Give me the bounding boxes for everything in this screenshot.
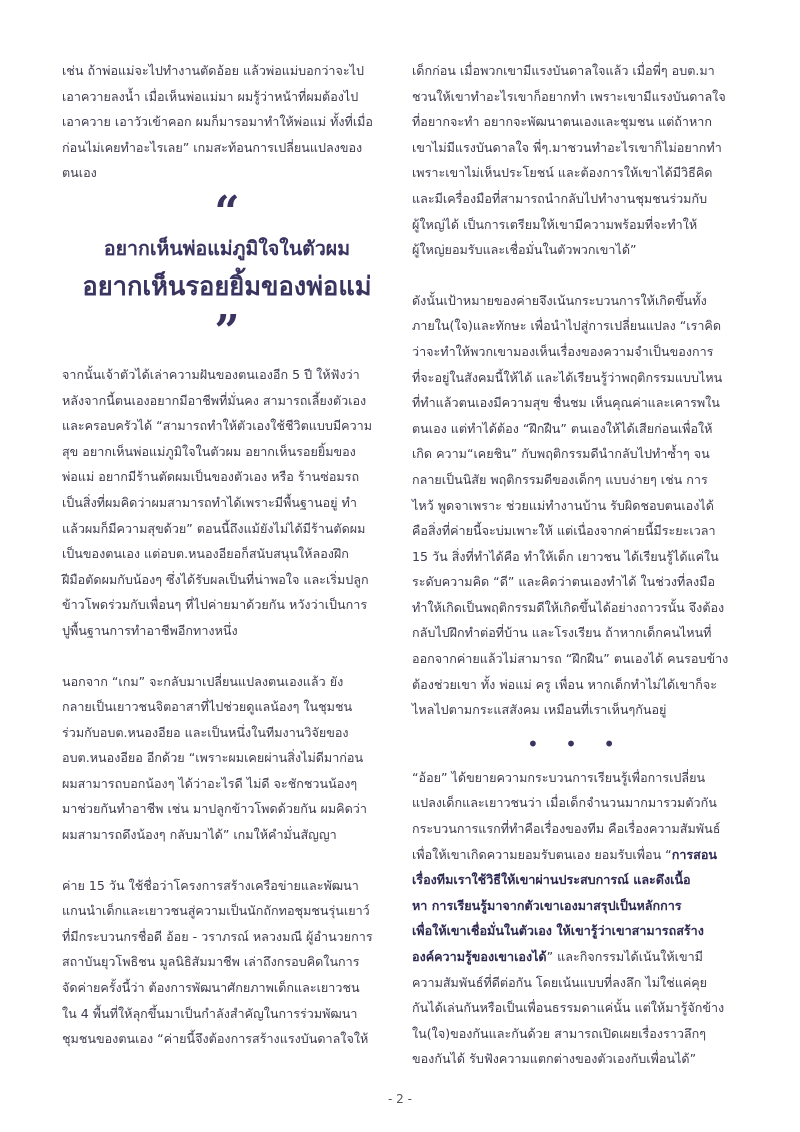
bold-text-run: องค์ความรู้ของเขาเองได้ — [412, 949, 547, 964]
paragraph-left-2 — [62, 362, 392, 644]
text-line: ดังนั้นเป้าหมายของค่ายจึงเน้นกระบวนการให้เกิดขึ้นทั้ง — [412, 292, 707, 308]
text-line: ระดับความคิด “ดี” และคิดว่าตนเองทำได้ ในช่วงที่ลงมือ — [412, 574, 716, 590]
text-line: ทำให้เกิดเป็นพฤติกรรมดีให้เกิดขึ้นได้อย่างถาวรนั้น จึงต้อง — [412, 599, 725, 615]
text-line: เป็นของตนเอง แต่อบต.หนองอียอก็สนับสนุนให้ลองฝึก — [62, 546, 349, 562]
paragraph-right-1 — [412, 58, 740, 263]
text-line: ที่อยากจะทำ อยากจะพัฒนาตนเองและชุมชน แต่ถ้าหาก — [412, 114, 713, 130]
text-line: ค่าย 15 วัน ใช้ชื่อว่าโครงการสร้างเครือข่ายและพัฒนา — [62, 877, 359, 893]
text-line: กันได้เล่นกันหรือเป็นเพื่อนธรรมดาแค่นั้น แต่ให้มารู้จักข้าง — [412, 1000, 725, 1016]
text-line: ไหลไปตามกระแสสังคม เหมือนที่เราเห็นๆกันอยู่ — [412, 702, 667, 718]
text-line: ผมสามารถดึงน้องๆ กลับมาได้” เกมให้คำมั่นสัญญา — [62, 827, 337, 843]
text-line: ภายใน(ใจ)และทักษะ เพื่อนำไปสู่การเปลี่ยนแปลง “เราคิด — [412, 318, 722, 334]
text-line: ว่าจะทำให้พวกเขามองเห็นเรื่องของความจำเป็นของการ — [412, 343, 714, 359]
text-line: สุข อยากเห็นพ่อแม่ภูมิใจในตัวผม อยากเห็นรอยยิ้มของ — [62, 443, 356, 459]
text-line: กลายเป็นเยาวชนจิตอาสาที่ไปช่วยดูแลน้องๆ ในชุมชน — [62, 699, 353, 715]
text-line: แปลงเด็กและเยาวชนว่า เมื่อเด็กจำนวนมากมารวมตัวกัน — [412, 795, 717, 811]
text-line: เกิด ความ“เคยชิน” กับพฤติกรรมดีนำกลับไปทำซ้ำๆ จน — [412, 446, 710, 462]
text-line: ผมสามารถบอกน้องๆ ได้ว่าอะไรดี ไม่ดี จะชักชวนน้องๆ — [62, 775, 358, 791]
text-line: ชุมชนของตนเอง “ค่ายนี้จึงต้องการสร้างแรงบันดาลใจให้ — [62, 1031, 369, 1047]
text-line: คือสิ่งที่ค่ายนี้จะบ่มเพาะให้ แต่เนื่องจากค่ายนี้มีระยะเวลา — [412, 523, 716, 539]
paragraph-right-3 — [412, 765, 740, 1072]
text-line: ของกันได้ รับฟังความแตกต่างของตัวเองกับเพื่อนได้” — [412, 1051, 697, 1067]
pull-quote-line-1: อยากเห็นพ่อแม่ภูมิใจในตัวผม — [103, 236, 351, 260]
pull-quote-line-2: อยากเห็นรอยยิ้มของพ่อแม่ — [82, 271, 372, 302]
text-line: กลับไปฝึกทำต่อที่บ้าน และโรงเรียน ถ้าหากเด็กคนไหนที่ — [412, 625, 712, 641]
text-line: เช่น ถ้าพ่อแม่จะไปทำงานตัดอ้อย แล้วพ่อแม่บอกว่าจะไป — [62, 63, 364, 78]
text-line: ก่อนไม่เคยทำอะไรเลย” เกมสะท้อนการเปลี่ยนแปลงของ — [62, 139, 363, 155]
text-line: ฝีมือตัดผมกับน้องๆ ซึ่งได้รับผลเป็นที่น่าพอใจ และเริ่มปลูก — [62, 571, 369, 587]
text-line: นอกจาก “เกม” จะกลับมาเปลี่ยนแปลงตนเองแล้ว ยัง — [62, 673, 344, 689]
pull-quote — [62, 186, 392, 357]
open-quote-mark: “ — [214, 186, 240, 238]
text-line: ใน(ใจ)ของกันและกันด้วย สามารถเปิดเผยเรื่องราวลึกๆ — [412, 1025, 706, 1041]
text-line: และครอบครัวได้ “สามารถทำให้ตัวเองใช้ชีวิตแบบมีความ — [62, 418, 373, 434]
paragraph-gap — [62, 644, 392, 669]
text-line: ใน 4 พื้นที่ให้ลุกขึ้นมาเป็นกำลังสำคัญในการร่วมพัฒนา — [62, 1005, 358, 1021]
text-line: ผู้ใหญ่ยอมรับและเชื่อมั่นในตัวพวกเขาได้” — [412, 242, 637, 258]
bold-text-line: หา การเรียนรู้มาจากตัวเขาเองมาสรุปเป็นหลักการ — [412, 897, 682, 913]
text-line: ร่วมกับอบต.หนองอียอ และเป็นหนึ่งในทีมงานวิจัยของ — [62, 724, 349, 740]
paragraph-left-1 — [62, 58, 392, 186]
bold-text-run: การสอน — [671, 846, 718, 862]
text-line: กลายเป็นนิสัย พฤติกรรมดีของเด็กๆ แบบง่ายๆ เช่น การ — [412, 471, 708, 487]
bold-text-line: เรื่องทีมเราใช้วิธีให้เขาผ่านประสบการณ์ และดึงเนื้อ — [412, 872, 691, 888]
text-line: พ่อแม่ อยากมีร้านตัดผมเป็นของตัวเอง หรือ ร้านซ่อมรถ — [62, 469, 360, 485]
bold-text-line: เพื่อให้เขาเชื่อมั่นในตัวเอง ให้เขารู้ว่าเขาสามารถสร้าง — [412, 923, 704, 939]
text-line: เด็กก่อน เมื่อพวกเขามีแรงบันดาลใจแล้ว เมื่อพี่ๆ อบต.มา — [412, 63, 715, 78]
text-line: ความสัมพันธ์ที่ดีต่อกัน โดยเน้นแบบที่ลงลึก ไม่ใช่แค่คุย — [412, 974, 708, 990]
text-line: จัดค่ายครั้งนี้ว่า ต้องการพัฒนาศักยภาพเด็กและเยาวชน — [62, 980, 360, 996]
text-line: ออกจากค่ายแล้วไม่สามารถ “ฝึกฝืน” ตนเองได้ คนรอบข้าง — [412, 651, 729, 667]
text-run: เพื่อให้เขาเกิดความยอมรับตนเอง ยอมรับเพื่อน “ — [412, 846, 672, 862]
text-line: แกนนำเด็กและเยาวชนสู่ความเป็นนักถักทอชุมชนรุ่นเยาว์ — [62, 903, 370, 919]
text-line: ที่จะอยู่ในสังคมนี้ให้ได้ และได้เรียนรู้ว่าพฤติกรรมแบบไหน — [412, 369, 723, 385]
text-line: เป็นสิ่งที่ผมคิดว่าผมสามารถทำได้เพราะมีพื้นฐานอยู่ ทำ — [62, 494, 357, 510]
text-line: เอาควายลงน้ำ เมื่อเห็นพ่อแม่มา ผมรู้ว่าหน้าที่ผมต้องไป — [62, 88, 359, 104]
text-line: เอาควาย เอาวัวเข้าคอก ผมก็มารอมาทำให้พ่อแม่ ทั้งที่เมื่อ — [62, 114, 373, 130]
text-line: “อ้อย” ได้ขยายความกระบวนการเรียนรู้เพื่อการเปลี่ยน — [412, 769, 706, 785]
close-quote-mark: ” — [214, 305, 240, 357]
text-line: สถาบันยุวโพธิชน มูลนิธิสัมมาชีพ เล่าถึงกรอบคิดในการ — [62, 954, 360, 970]
text-line: และมีเครื่องมือที่สามารถนำกลับไปทำงานชุมชนร่วมกับ — [412, 190, 708, 206]
right-column — [412, 58, 740, 1072]
text-line: มาช่วยกันทำอาชีพ เช่น มาปลูกข้าวโพดด้วยกัน ผมคิดว่า — [62, 801, 367, 817]
paragraph-gap — [62, 848, 392, 873]
text-run: ” และกิจกรรมได้เน้นให้เขามี — [546, 949, 703, 964]
paragraph-right-2 — [412, 288, 740, 723]
text-line: ไหว้ พูดจาเพราะ ช่วยแม่ทำงานบ้าน รับผิดชอบตนเองได้ — [412, 497, 714, 513]
text-line: หลังจากนี้ตนเองอยากมีอาชีพที่มั่นคง สามารถเลี้ยงตัวเอง — [62, 392, 367, 408]
page-number: - 2 - — [388, 1092, 412, 1106]
text-line: ผู้ใหญ่ได้ เป็นการเตรียมให้เขามีความพร้อมที่จะทำให้ — [412, 216, 698, 232]
section-divider-dots: • • • — [526, 731, 626, 756]
paragraph-gap — [412, 263, 740, 288]
text-line: ชวนให้เขาทำอะไรเขาก็อยากทำ เพราะเขามีแรงบันดาลใจ — [412, 88, 726, 104]
text-line: ตนเอง — [62, 165, 97, 181]
text-line: ตนเอง แต่ทำได้ต้อง “ฝึกฝืน” ตนเองให้ได้เสียก่อนเพื่อให้ — [412, 420, 713, 436]
text-line: จากนั้นเจ้าตัวได้เล่าความฝันของตนเองอีก 5 ปี ให้ฟังว่า — [62, 366, 360, 382]
text-line — [412, 842, 740, 868]
text-line: แล้วผมก็มีความสุขด้วย” ตอนนี้ถึงแม้ยังไม่ได้มีร้านตัดผม — [62, 520, 366, 536]
paragraph-left-4 — [62, 873, 392, 1052]
text-line: ที่มีกระบวนกรชื่อดี อ้อย - วราภรณ์ หลวงมณี ผู้อำนวยการ — [62, 928, 373, 944]
text-line: 15 วัน สิ่งที่ทำได้คือ ทำให้เด็ก เยาวชน ได้เรียนรู้ได้แค่ใน — [412, 548, 719, 564]
text-line: เพราะเขาไม่เห็นประโยชน์ และต้องการให้เขาได้มีวิธีคิด — [412, 165, 713, 181]
paragraph-left-3 — [62, 669, 392, 848]
text-line: เขาไม่มีแรงบันดาลใจ พี่ๆ.มาชวนทำอะไรเขาก็ไม่อยากทำ — [412, 139, 722, 155]
text-line: ข้าวโพดร่วมกับเพื่อนๆ ที่ไปค่ายมาด้วยกัน หวังว่าเป็นการ — [62, 597, 368, 613]
text-line: ต้องช่วยเขา ทั้ง พ่อแม่ ครู เพื่อน หากเด็กทำไม่ได้เขาก็จะ — [412, 676, 717, 692]
left-column — [62, 58, 392, 1052]
text-line: ปูพื้นฐานการทำอาชีพอีกทางหนึ่ง — [62, 622, 238, 638]
text-line: อบต.หนองอียอ อีกด้วย “เพราะผมเคยผ่านสิ่งไม่ดีมาก่อน — [62, 750, 364, 766]
text-line: ที่ทำแล้วตนเองมีความสุข ชื่นชม เห็นคุณค่าและเคารพใน — [412, 395, 720, 411]
text-line: กระบวนการแรกที่ทำคือเรื่องของทีม คือเรื่องความสัมพันธ์ — [412, 821, 721, 837]
text-line — [412, 944, 740, 970]
